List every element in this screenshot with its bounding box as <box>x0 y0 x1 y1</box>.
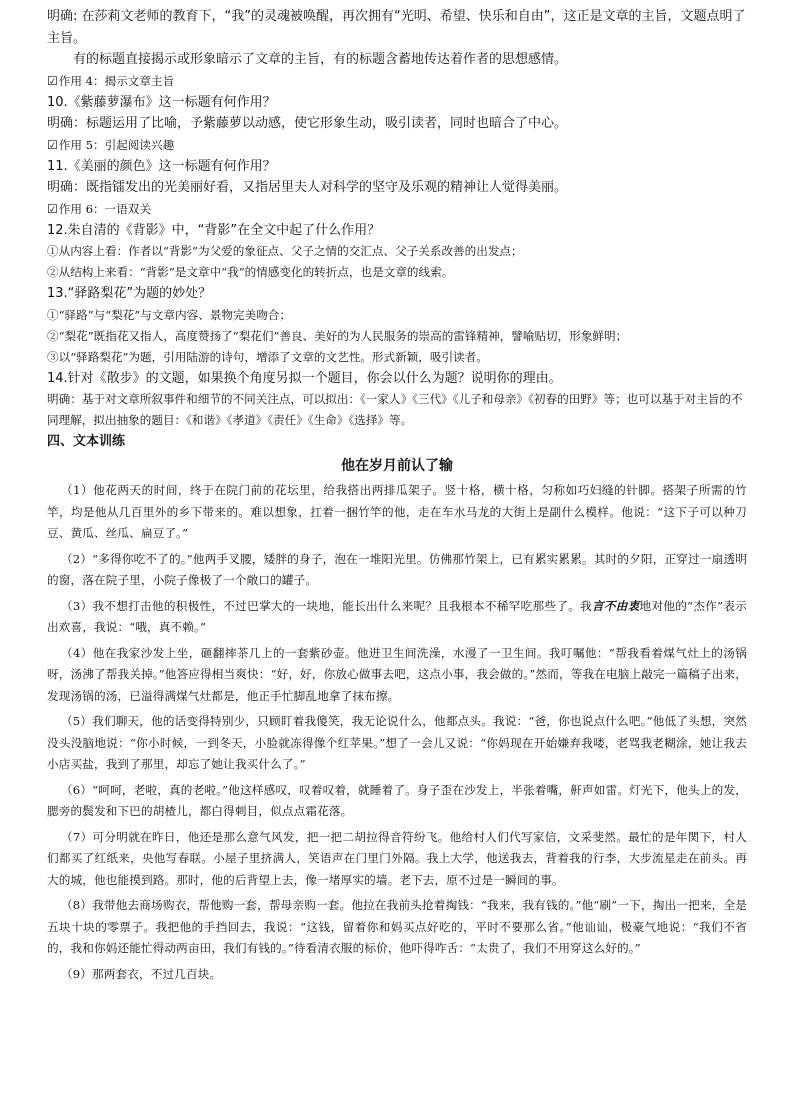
answer-13-point-3: ③以“驿路梨花”为题，引用陆游的诗句，增添了文章的文艺性。形式新颖，吸引读者。 <box>47 349 488 364</box>
passage-paragraph-9: （9）那两套衣，不过几百块。 <box>61 966 222 981</box>
question-12: 12.朱自清的《背影》中，“背影”在全文中起了什么作用？ <box>47 222 381 238</box>
paragraph-3-text-a: （3）我不想打击他的积极性，不过巴掌大的一块地，能长出什么来呢？且我根本不稀罕吃那些了。我 <box>61 598 592 613</box>
answer-10: 明确：标题运用了比喻，予紫藤萝以动感，使它形象生动，吸引读者，同时也暗合了中心。 <box>47 116 568 131</box>
document-page <box>47 6 747 989</box>
question-10: 10.《紫藤萝瀑布》这一标题有何作用？ <box>47 94 276 110</box>
passage-title: 他在岁月前认了输 <box>341 458 453 474</box>
passage-paragraph-4: （4）他在我家沙发上坐，砸翻摔茶几上的一套紫砂壶。他进卫生间洗澡，水漫了一卫生间。我叮嘱他：“帮我看着煤气灶上的汤锅呀，汤沸了帮我关掉。”他答应得相当爽快：“好，好，你放心做事去吧，这点小事，我会做的。”然而，等我在电脑上敲完一篇稿子出来，发现汤锅的汤，已溢得满煤气灶都是，他正手忙脚乱地拿了抹布擦。 <box>47 645 747 703</box>
passage-paragraph-8: （8）我带他去商场购衣，帮他购一套，帮母亲购一套。他拉在我前头抢着掏钱：“我来，我有钱的。”他“刷”一下，掏出一把来，全是五块十块的零票子。我把他的手挡回去，我说：“这钱，留着你和妈买点好吃的，平时不要那么省。”他讪讪，极豪气地说：“我们不省的，我和你妈还能忙得动两亩田，我们有钱的。”待看清衣服的标价，他吓得咋舌：“太贵了，我们不用穿这么好的。” <box>47 898 747 955</box>
question-11: 11.《美丽的颜色》这一标题有何作用？ <box>47 158 276 174</box>
function-note-4: ☑ 作用 4：揭示文章主旨 <box>47 71 747 92</box>
paragraph-3-text-b: 地对他的“杰作”表示出欢喜，我说：“哦，真不赖。” <box>47 598 747 634</box>
question-13: 13.“驿路梨花”为题的妙处？ <box>47 286 212 301</box>
emphasized-phrase: 言不由衷 <box>591 598 640 613</box>
question-14: 14.针对《散步》的文题，如果换个角度另拟一个题目，你会以什么为题？说明你的理由。 <box>47 370 562 386</box>
section-heading: 四、文本训练 <box>47 434 126 449</box>
passage-paragraph-5: （5）我们聊天，他的话变得特别少，只顾盯着我傻笑，我无论说什么，他都点头。我说：“爸，你也说点什么吧。”他低了头想，突然没头没脑地说：“你小时候，一到冬天，小脸就冻得像个红苹果。”想了一会儿又说：“你妈现在开始嫌弃我喽，老骂我老糊涂，她让我去小店买盐，我到了那里，却忘了她让我买什么了。” <box>47 714 747 771</box>
passage-paragraph-2: （2）“多得你吃不了的。”他两手叉腰，矮胖的身子，泡在一堆阳光里。仿佛那竹架上，已有累实累累。其时的夕阳，正穿过一扇透明的窗，落在院子里，小院子像极了一个敞口的罐子。 <box>47 551 747 587</box>
function-note-6: ☑ 作用 6：一语双关 <box>47 199 747 220</box>
function-note-5: ☑ 作用 5：引起阅读兴趣 <box>47 135 747 156</box>
passage-paragraph-1: （1）他花两天的时间，终于在院门前的花坛里，给我搭出两排瓜架子。竖十格，横十格，匀称如巧妇缝的针脚。搭架子所需的竹竿，均是他从几百里外的乡下带来的。难以想象，扛着一捆竹竿的他，走在车水马龙的大街上是副什么模样。他说：“这下子可以种刀豆、黄瓜、丝瓜、扁豆了。” <box>47 483 747 540</box>
answer-12-point-1: ①从内容上看：作者以“背影”为父爱的象征点、父子之情的交汇点、父子关系改善的出发点； <box>47 244 523 258</box>
answer-11: 明确：既指镭发出的光美丽好看，又指居里夫人对科学的坚守及乐观的精神让人觉得美丽。 <box>47 180 568 195</box>
answer-13-point-1: ①“驿路”与“梨花”与文章内容、景物完美吻合； <box>47 307 291 322</box>
answer-12-point-2: ②从结构上来看：“背影”是文章中“我”的情感变化的转折点，也是文章的线索。 <box>47 265 454 279</box>
passage-paragraph-7: （7）可分明就在昨日，他还是那么意气风发，把一把二胡拉得音符纷飞。他给村人们代写家信，文采斐然。最忙的是年関下，村人们都买了红纸来，央他写春联。小屋子里挤满人，笑语声在门里门外隔。我上大学，他送我去，背着我的行李，大步流星走在前头。再大的城，他也能摸到路。那时，他的后背望上去，像一堵厚实的墙。老下去，原不过是一瞬间的事。 <box>47 829 747 887</box>
passage-paragraph-3 <box>47 596 747 639</box>
answer-13-point-2: ②“梨花”既指花又指人，高度赞扬了“梨花们”善良、美好的为人民服务的崇高的雷锋精神，譬喻贴切，形象鲜明； <box>47 328 628 343</box>
summary-paragraph: 有的标题直接揭示或形象暗示了文章的主旨，有的标题含蓄地传达着作者的思想感情。 <box>73 52 568 67</box>
passage-paragraph-6: （6）“呵呵，老啦，真的老啦。”他这样感叹，叹着叹着，就睡着了。身子歪在沙发上，半张着嘴，鼾声如雷。灯光下，他头上的发，腮旁的鬓发和下巴的胡楂儿，都白得刺目，似点点霜花落。 <box>47 782 747 818</box>
answer-14: 明确：基于对文章所叙事件和细节的不同关注点，可以拟出：《一家人》《三代》《儿子和母亲》《初春的田野》等；也可以基于对主旨的不同理解，拟出抽象的题目：《和谐》《孝道》《责任》《生命》《选择》等。 <box>47 392 743 427</box>
conclusion-paragraph: 明确: 在莎莉文老师的教育下，“我”的灵魂被唤醒，再次拥有“光明、希望、快乐和自由”，这正是文章的主旨，文题点明了主旨。 <box>47 9 746 46</box>
